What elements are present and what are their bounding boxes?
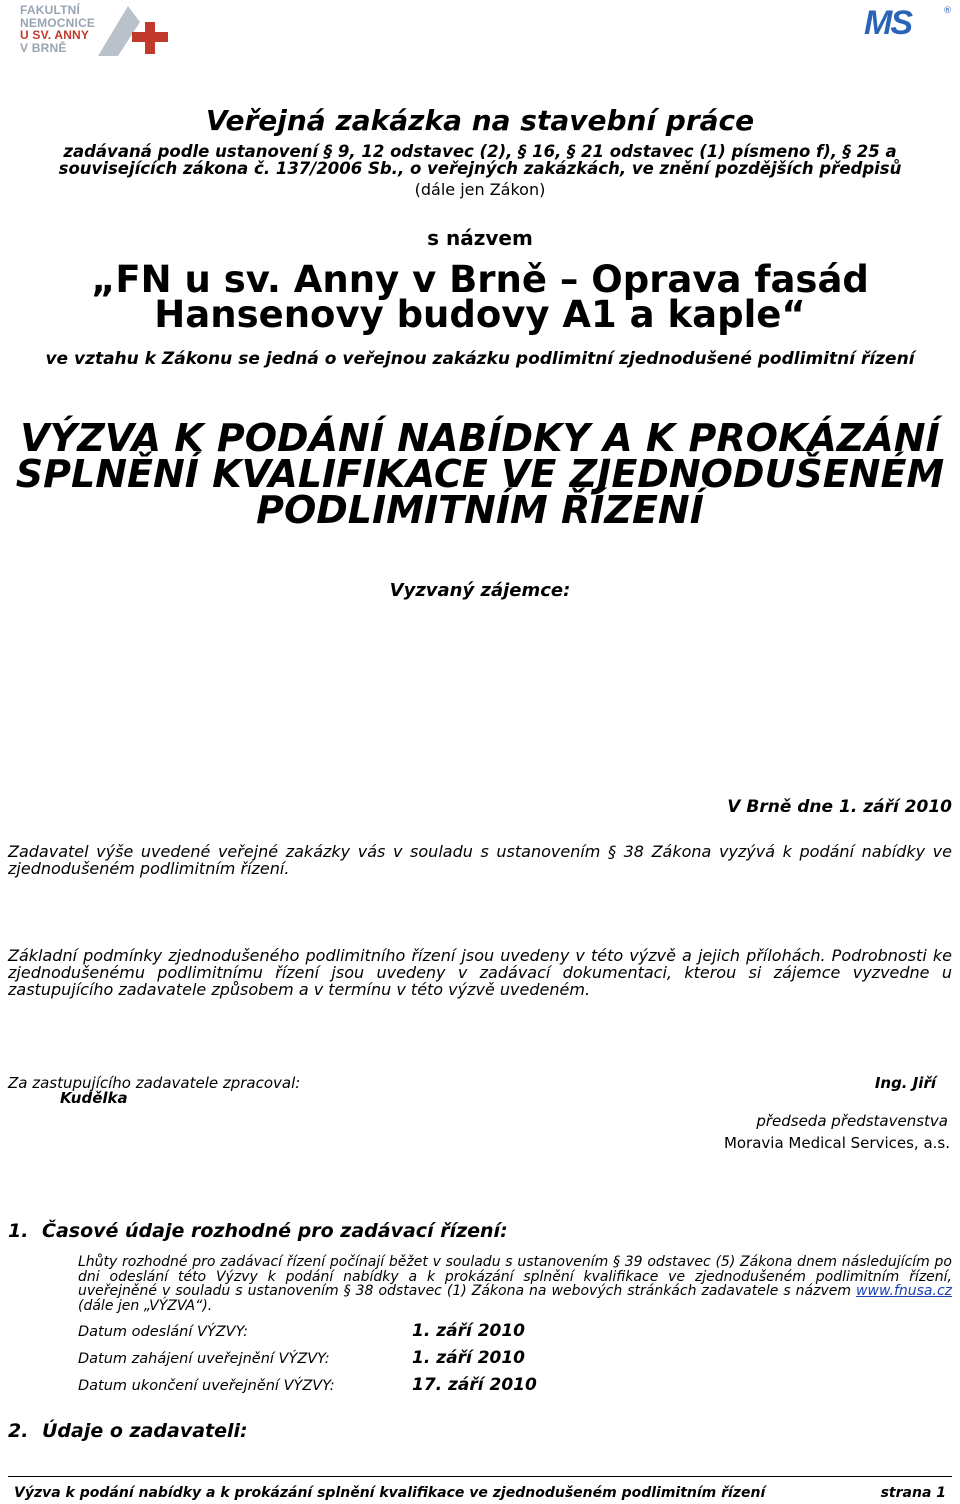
section-2-title: Údaje o zadavateli:	[42, 1420, 248, 1442]
conditions-paragraph: Základní podmínky zjednodušeného podlimitního řízení jsou uvedeny v této výzvě a jejich přílohách. Podrobnosti ke zjednodušenému podlimitnímu řízení jsou uvedeny v zadávací dokumentaci, kterou si zájemce vyzvedne u zastupujícího zadavatele způsobem a v termínu v této výzvě uvedeném.	[8, 946, 952, 999]
date-value: 1. září 2010	[412, 1321, 526, 1341]
intro-paragraph: Zadavatel výše uvedené veřejné zakázky vás v souladu s ustanovením § 38 Zákona vyzývá k podání nabídky ve zjednodušeném podlimitním řízení.	[8, 842, 952, 878]
section-2-number: 2.	[8, 1420, 29, 1442]
deadlines-paragraph	[78, 1255, 952, 1313]
procedure-type: ve vztahu k Zákonu se jedná o veřejnou zakázku podlimitní zjednodušené podlimitní řízení	[45, 349, 915, 369]
date-row	[78, 1348, 525, 1368]
footer-page-number: strana 1	[880, 1485, 946, 1501]
ms-logo-text: MS	[864, 4, 911, 42]
fnusa-link[interactable]: www.fnusa.cz	[856, 1283, 952, 1299]
invitation-heading: VÝZVA K PODÁNÍ NABÍDKY A K PROKÁZÁNÍ SPLNĚNÍ KVALIFIKACE VE ZJEDNODUŠENÉM PODLIMITNÍM ŘÍZENÍ	[15, 416, 945, 532]
signatory-role: předseda představenstva	[756, 1112, 948, 1130]
hospital-logo	[20, 2, 170, 58]
section-1-title: Časové údaje rozhodné pro zadávací řízení:	[42, 1220, 508, 1242]
hospital-logo-text	[20, 4, 95, 54]
hospital-logo-line-2: NEMOCNICE	[20, 15, 96, 30]
registered-mark: ®	[943, 6, 952, 16]
date-label: Datum ukončení uveřejnění VÝZVY:	[78, 1378, 335, 1394]
signatory-organization: Moravia Medical Services, a.s.	[723, 1134, 950, 1152]
contract-name: „FN u sv. Anny v Brně – Oprava fasád Hansenovy budovy A1 a kaple“	[91, 258, 869, 336]
footer-document-name: Výzva k podání nabídky a k prokázání splnění kvalifikace ve zjednodušeném podlimitním řízení	[14, 1485, 766, 1501]
deadlines-text-end: (dále jen „VÝZVA“).	[78, 1297, 213, 1314]
cross-icon	[90, 2, 170, 58]
section-1-number: 1.	[8, 1220, 29, 1242]
legal-basis-abbrev: (dále jen Zákon)	[414, 180, 546, 199]
invited-party-label: Vyzvaný zájemce:	[389, 580, 571, 601]
signatory-name-last: Kudělka	[60, 1089, 128, 1107]
date-row	[78, 1375, 537, 1395]
hospital-logo-line-4: V BRNĚ	[20, 40, 67, 55]
hospital-logo-line-1: FAKULTNÍ	[20, 3, 81, 17]
prepared-by-label: Za zastupujícího zadavatele zpracoval:	[8, 1074, 301, 1092]
section-1-heading	[8, 1220, 508, 1242]
date-label: Datum odeslání VÝZVY:	[78, 1324, 249, 1340]
issue-date: V Brně dne 1. září 2010	[727, 797, 952, 817]
hospital-logo-line-3: U SV. ANNY	[20, 28, 90, 42]
name-intro: s názvem	[427, 226, 533, 250]
date-value: 1. září 2010	[412, 1348, 526, 1368]
date-value: 17. září 2010	[412, 1375, 537, 1395]
date-row	[78, 1321, 525, 1341]
signatory-name-first: Ing. Jiří	[874, 1074, 936, 1092]
legal-basis: zadávaná podle ustanovení § 9, 12 odstavec (2), § 16, § 21 odstavec (1) písmeno f), § 25 a souvisejících zákona č. 137/2006 Sb., o veřejných zakázkách, ve znění pozdějších předpisů	[58, 142, 902, 178]
section-2-heading	[8, 1420, 248, 1442]
document-title: Veřejná zakázka na stavební práce	[205, 104, 755, 137]
footer-divider	[8, 1476, 952, 1477]
date-label: Datum zahájení uveřejnění VÝZVY:	[78, 1351, 330, 1367]
ms-logo	[864, 6, 954, 42]
deadlines-text: Lhůty rozhodné pro zadávací řízení počínají běžet v souladu s ustanovením § 39 odstavec (5) Zákona dnem následujícím po dni odeslání této Výzvy k podání nabídky a k prokázání splnění kvalifikace ve zjednodušeném podlimitním řízení, uveřejněné v souladu s ustanovením § 38 odstavec (1) Zákona na webových stránkách zadavatele s názvem	[78, 1254, 952, 1299]
